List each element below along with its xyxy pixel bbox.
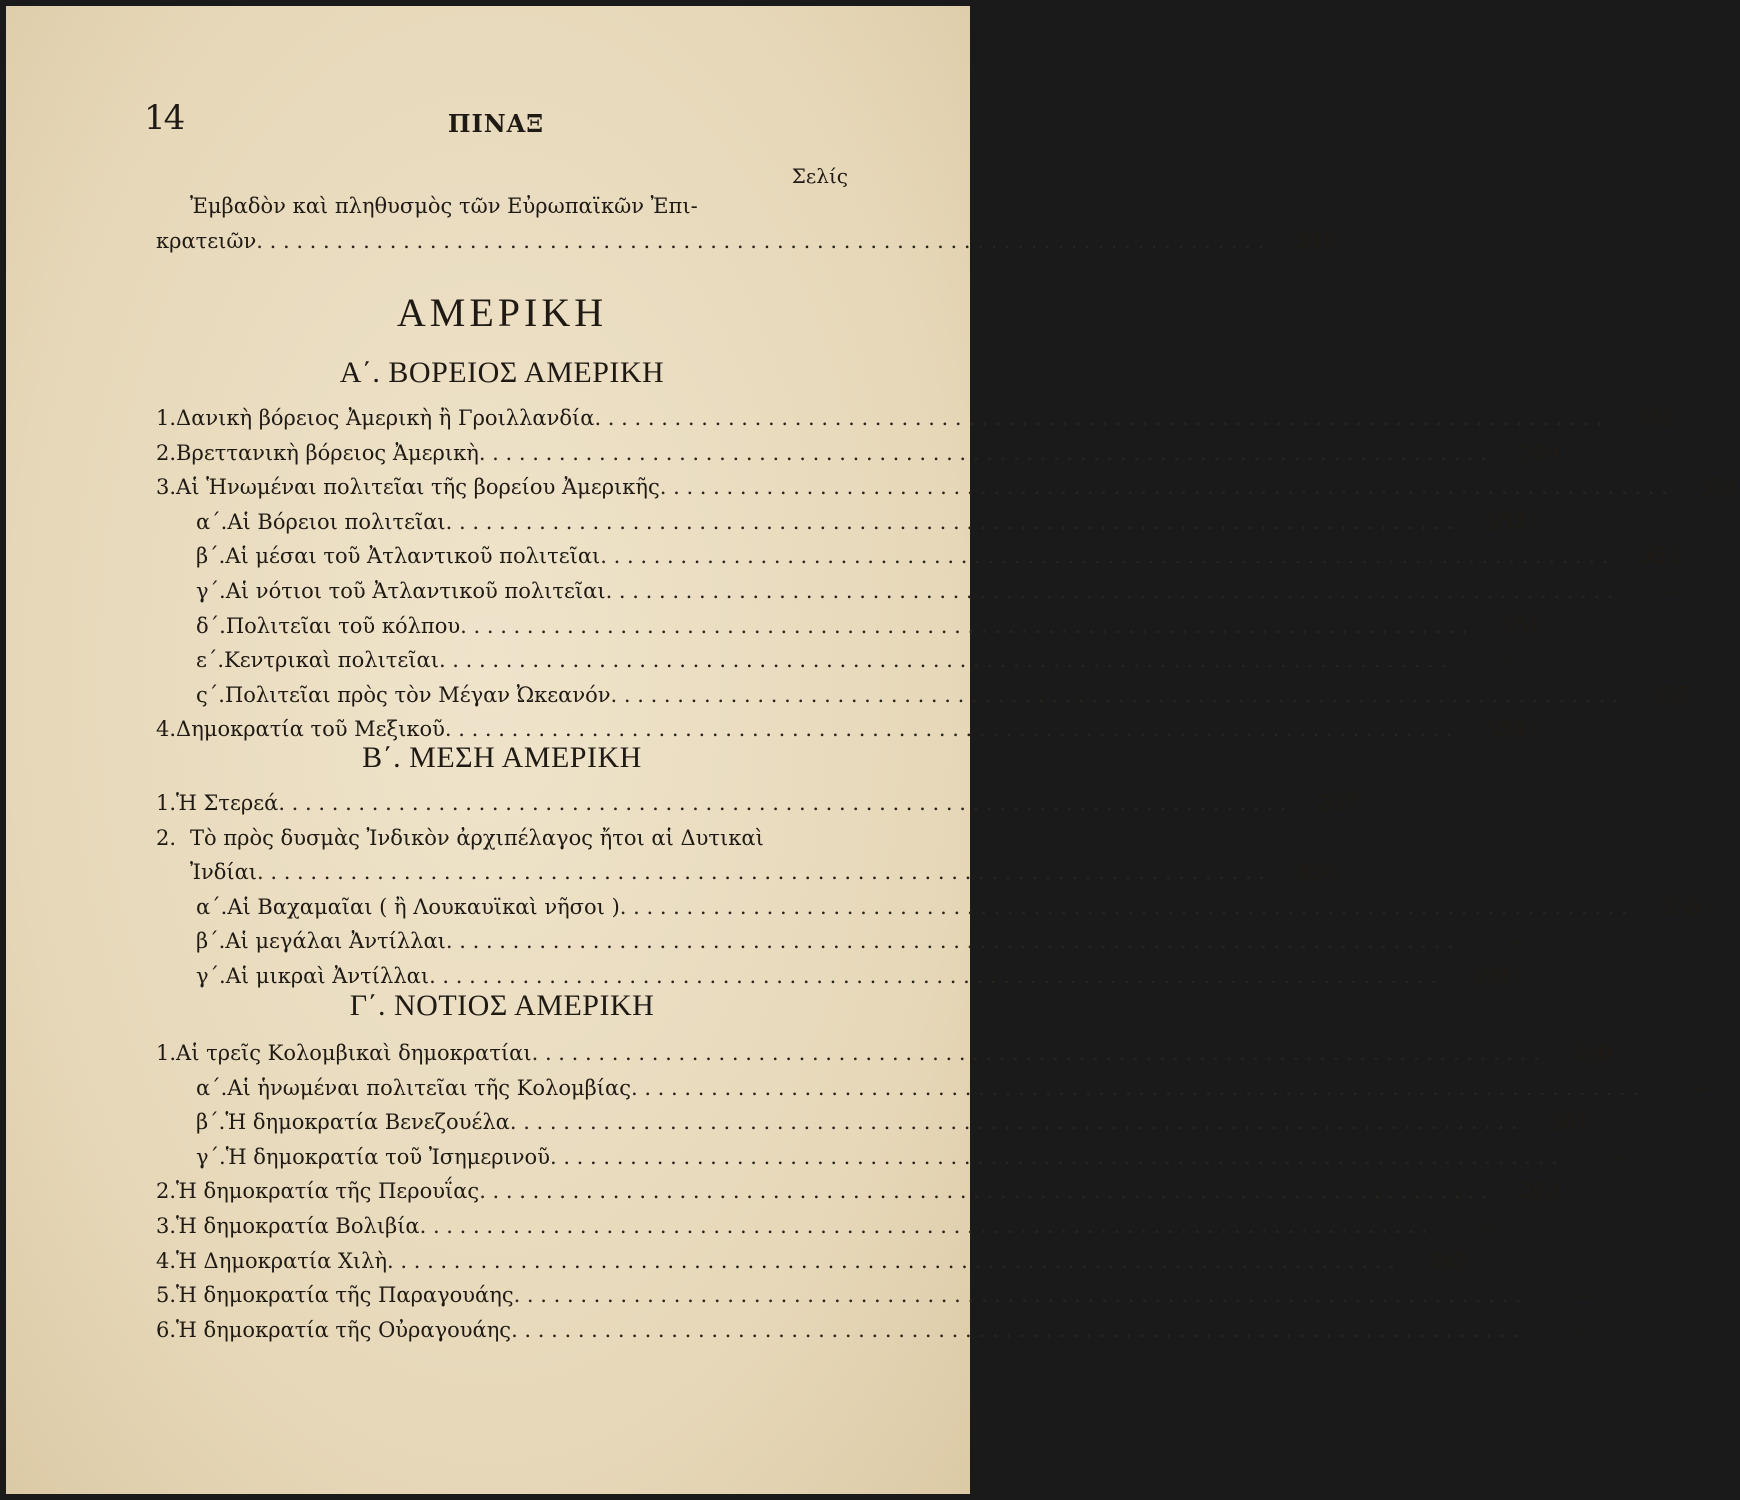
leader-dots [631, 1071, 1639, 1106]
entry-text: Ἐμβαδὸν καὶ πληθυσμὸς τῶν Εὐρωπαϊκῶν Ἐπι- [190, 194, 698, 218]
leader-dots [439, 643, 1447, 678]
entry-text: Ἡ Στερεά [176, 791, 279, 815]
leader-dots [611, 678, 1619, 713]
section-heading: Γ΄. ΝΟΤΙΟΣ ΑΜΕΡΙΚΗ [349, 989, 655, 1022]
leader-dots [460, 609, 1468, 644]
entry-text: Ἡ δημοκρατία τοῦ Ἰσημερινοῦ [225, 1144, 550, 1169]
entry-page: 359 [1468, 963, 1510, 988]
entry-number: γ΄. [196, 1144, 226, 1169]
entry-page: 355 [1650, 682, 1691, 707]
entry-text: Ἡ Δημοκρατία Χιλὴ [176, 1248, 388, 1273]
entry-text: Δανικὴ βόρειος Ἀμερικὴ ἢ Γροιλλανδία [176, 406, 595, 430]
entry-text: Βρεττανικὴ βόρειος Ἀμερικὴ [176, 440, 479, 465]
toc-entry [156, 786, 1359, 821]
toc-entry [156, 821, 848, 856]
entry-number: 2. [156, 440, 177, 465]
entry-page: — [1478, 1213, 1500, 1238]
entry-number: γ΄. [196, 963, 226, 988]
entry-page: 360 [1571, 1041, 1612, 1065]
entry-page: — [1497, 648, 1519, 673]
entry-number: β΄. [196, 1110, 226, 1135]
entry-page: 361 [1549, 1110, 1590, 1135]
entry-page: 340 [1296, 228, 1337, 253]
entry-number: ς΄. [196, 682, 225, 707]
entry-text: Πολιτεῖαι πρὸς τὸν Μέγαν Ὠκεανόν [224, 682, 611, 707]
entry-number: 2. [156, 1179, 177, 1204]
entry-number: 5. [156, 1283, 177, 1308]
entry-page: 351 [1699, 475, 1740, 500]
book-page [6, 6, 1740, 1494]
entry-text: Αἱ μέσαι τοῦ Ἀτλαντικοῦ πολιτεῖαι [225, 544, 601, 569]
entry-text: Δημοκρατία τοῦ Μεξικοῦ [176, 717, 445, 742]
entry-text: Ἰνδίαι [190, 860, 257, 885]
leader-dots [514, 1278, 1522, 1313]
entry-text: Ἡ δημοκρατία τῆς Οὐραγουάης [176, 1317, 512, 1342]
toc-entry [156, 1140, 1630, 1175]
entry-page: 358 [1296, 860, 1337, 885]
toc-entry [156, 1105, 1590, 1140]
leader-dots [479, 1174, 1487, 1209]
entry-page: 356 [1484, 717, 1525, 742]
leader-dots [387, 1244, 1395, 1279]
leader-dots [446, 924, 1454, 959]
entry-number: ε΄. [196, 648, 225, 673]
toc-entry [156, 890, 1700, 925]
toc-entry [156, 401, 1675, 436]
toc-entry [156, 436, 1559, 471]
entry-text: Αἱ μικραὶ Ἀντίλλαι [225, 963, 430, 988]
entry-number: β΄. [196, 544, 226, 569]
entry-number: α΄. [196, 894, 228, 919]
entry-text: κρατειῶν [156, 228, 257, 253]
leader-dots [257, 855, 1265, 890]
entry-page: — [1504, 929, 1526, 954]
entry-number: 3. [156, 1213, 177, 1238]
entry-page: 354 [1500, 613, 1541, 638]
toc-entry [156, 470, 1740, 505]
toc-entry [156, 1278, 1594, 1313]
entry-number: 2. [156, 825, 177, 850]
entry-number: 4. [156, 1248, 177, 1273]
toc-entry [156, 539, 1681, 574]
running-title: ΠΙΝΑΞ [447, 109, 545, 138]
entry-number: 1. [156, 406, 177, 430]
entry-text: Αἱ Βόρειοι πολιτεῖαι [227, 509, 446, 534]
leader-dots [620, 890, 1628, 925]
leader-dots [278, 786, 1286, 821]
entry-text: Ἡ δημοκρατία Βολιβία [176, 1213, 420, 1238]
entry-number: β΄. [196, 929, 226, 954]
entry-page: 358 [1659, 894, 1700, 919]
page-column-label: Σελίς [791, 164, 848, 188]
entry-number: 3. [156, 475, 177, 500]
entry-page: — [1664, 578, 1686, 603]
entry-page: — [1608, 1144, 1630, 1169]
entry-number: α΄. [196, 1075, 228, 1100]
toc-entry [156, 643, 1519, 678]
entry-number: α΄. [196, 509, 228, 534]
entry-text: Τὸ πρὸς δυσμὰς Ἰνδικὸν ἀρχιπέλαγος ἤτοι αἱ Δυτικαὶ [190, 825, 764, 850]
part-title: ΑΜΕΡΙΚΗ [396, 290, 608, 335]
entry-page: 357 [1318, 791, 1359, 815]
leader-dots [256, 224, 1264, 259]
entry-number: 1. [156, 791, 177, 815]
toc-entry [156, 678, 1691, 713]
toc-entry [156, 1036, 1612, 1071]
entry-text: Ἡ δημοκρατία τῆς Παραγουάης [176, 1283, 514, 1308]
toc-entry [156, 1244, 1468, 1279]
entry-number: 1. [156, 1041, 177, 1065]
leader-dots [532, 1036, 1540, 1071]
leader-dots [600, 539, 1608, 574]
entry-text: Αἱ νότιοι τοῦ Ἀτλαντικοῦ πολιτεῖαι [225, 578, 606, 603]
entry-page: 262 [1519, 1179, 1560, 1204]
toc-entry [156, 505, 1526, 540]
entry-page: 349 [1518, 440, 1559, 465]
entry-text: Αἱ Βαχαμαῖαι ( ἢ Λουκαυϊκαὶ νῆσοι ) [227, 894, 620, 919]
entry-text: Αἱ μεγάλαι Ἀντίλλαι [225, 929, 446, 954]
entry-page: 352 [1485, 509, 1526, 534]
leader-dots [420, 1209, 1428, 1244]
section-heading: Α΄. ΒΟΡΕΙΟΣ ΑΜΕΡΙΚΗ [339, 356, 665, 389]
entry-text: Ἡ δημοκρατία τῆς Περουΐας [176, 1179, 480, 1204]
entry-number: δ΄. [196, 613, 226, 638]
entry-page: 363 [1426, 1248, 1468, 1273]
section-heading: Β΄. ΜΕΣΗ ΑΜΕΡΙΚΗ [362, 741, 642, 774]
entry-number: γ΄. [196, 578, 226, 603]
toc-entry [156, 1071, 1711, 1106]
entry-page: — [1572, 1283, 1594, 1308]
entry-page: 348 [1634, 406, 1675, 430]
entry-text: Αἱ Ἡνωμέναι πολιτεῖαι τῆς βορείου Ἀμερικῆς [176, 475, 660, 500]
page-number: 14 [144, 98, 184, 138]
section-entries [156, 401, 1740, 747]
toc-entry [156, 1313, 1592, 1348]
leader-dots [550, 1140, 1558, 1175]
entry-page: — [1689, 1075, 1711, 1100]
section-entries [156, 1036, 1711, 1347]
section-entries [156, 786, 1700, 994]
toc-entry [156, 609, 1541, 644]
entry-text: Αἱ ἡνωμέναι πολιτεῖαι τῆς Κολομβίας [227, 1075, 631, 1100]
leader-dots [606, 574, 1614, 609]
leader-dots [511, 1313, 1519, 1348]
entry-page: 353 [1640, 544, 1681, 569]
toc-entry [156, 574, 1686, 609]
leader-dots [479, 436, 1487, 471]
toc-entry-continuation [156, 855, 1337, 890]
entry-text: Ἡ δημοκρατία Βενεζουέλα [225, 1110, 510, 1135]
entry-page: — [1570, 1317, 1592, 1342]
intro-entry [156, 189, 1337, 258]
toc-entry [156, 1209, 1500, 1244]
entry-number: 6. [156, 1317, 177, 1342]
toc-entry [156, 924, 1526, 959]
entry-text: Πολιτεῖαι τοῦ κόλπου [225, 613, 461, 638]
leader-dots [510, 1105, 1518, 1140]
leader-dots [660, 470, 1668, 505]
entry-number: 4. [156, 717, 177, 742]
leader-dots [446, 505, 1454, 540]
leader-dots [594, 401, 1602, 436]
toc-entry [156, 1174, 1560, 1209]
entry-text: Αἱ τρεῖς Κολομβικαὶ δημοκρατίαι [176, 1041, 532, 1065]
entry-text: Κεντρικαὶ πολιτεῖαι [224, 648, 439, 673]
